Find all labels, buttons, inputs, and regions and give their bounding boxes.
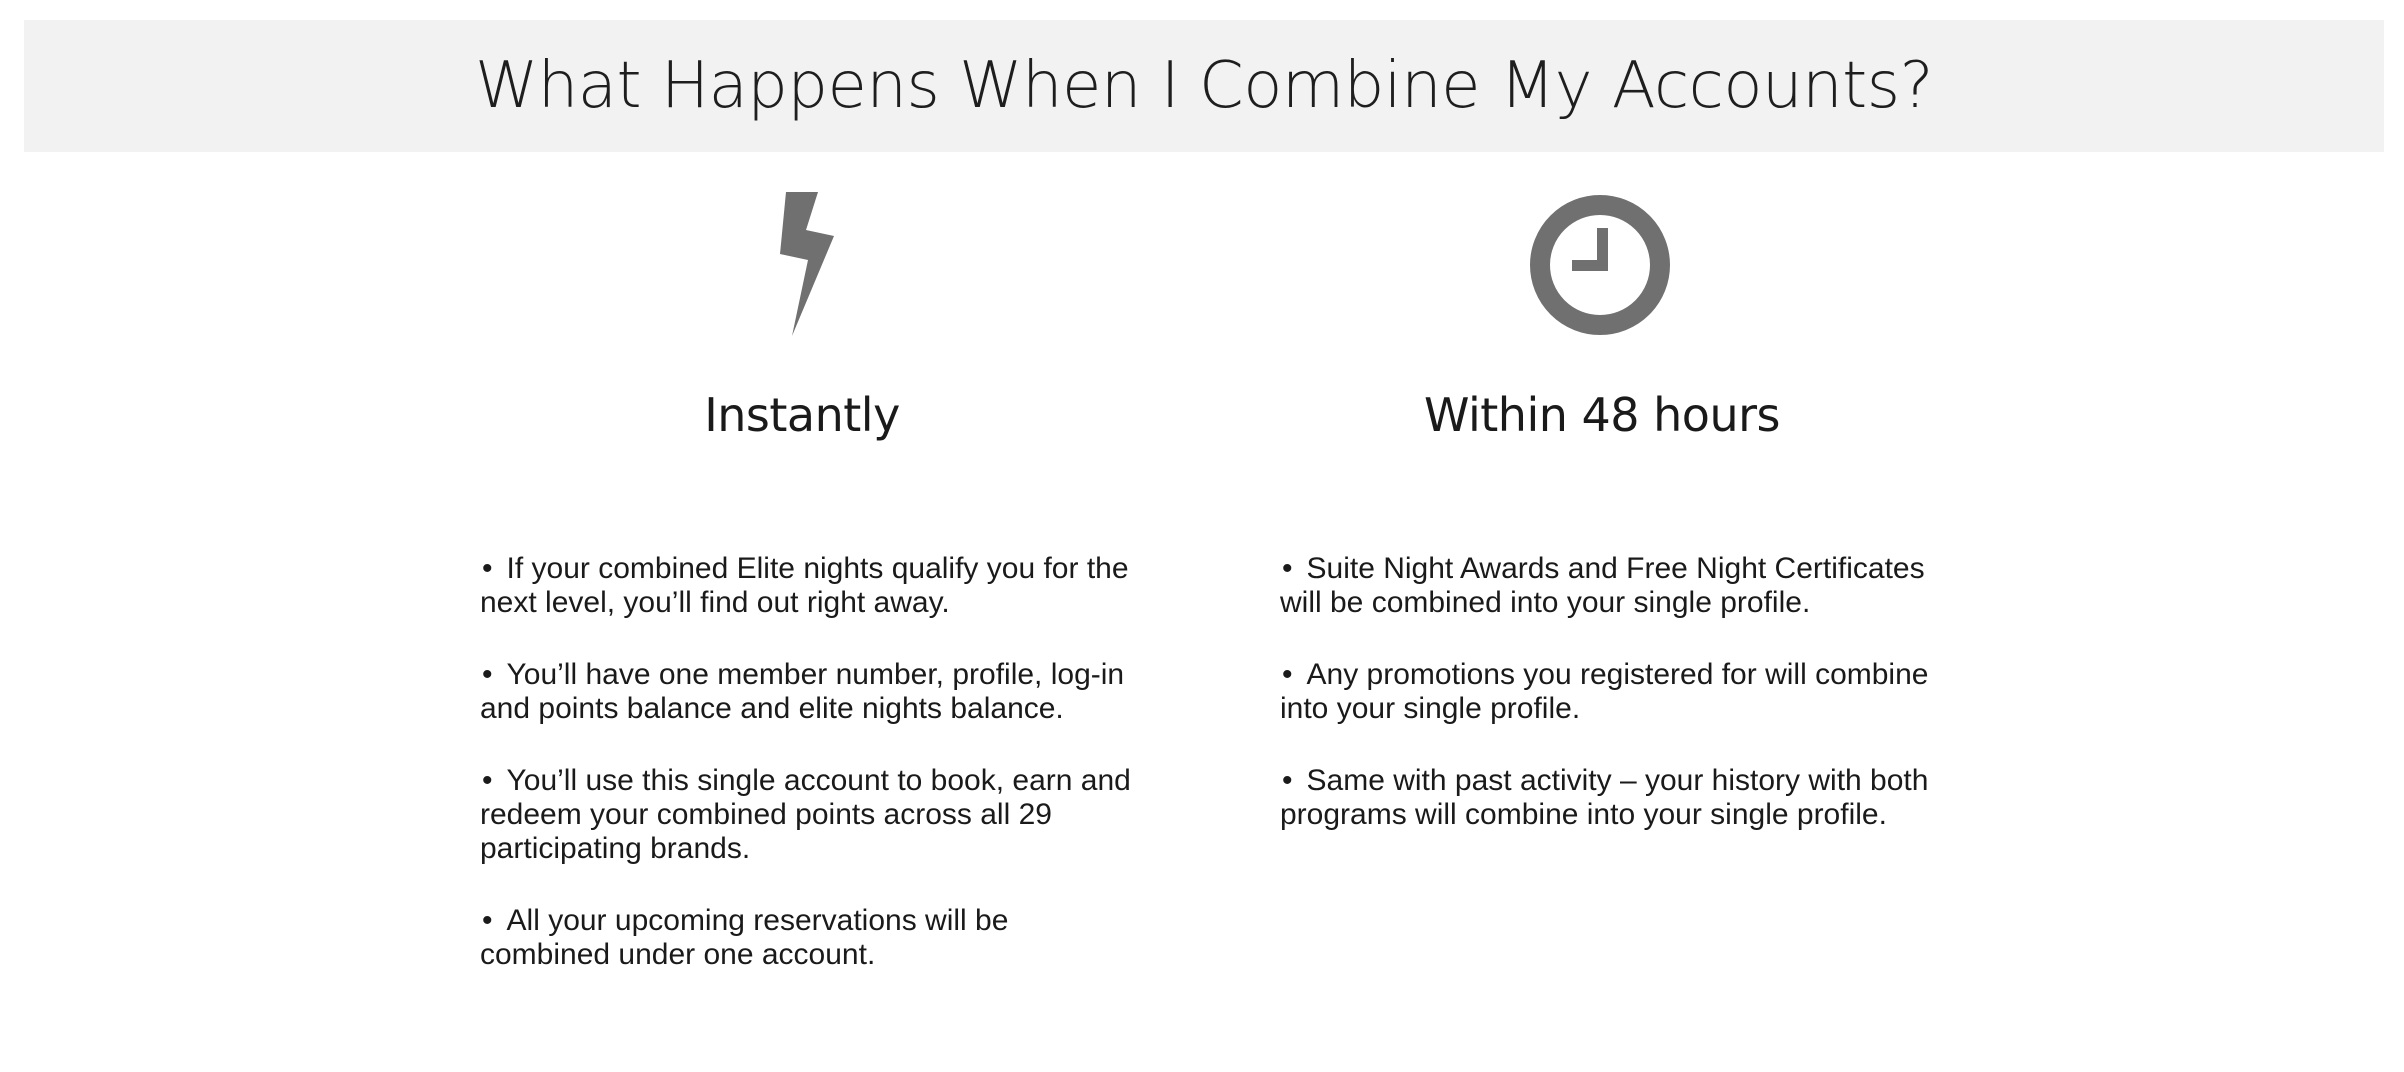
column-heading: Within 48 hours [1424, 388, 1780, 442]
page-title: What Happens When I Combine My Accounts? [474, 49, 1934, 123]
list-item [1280, 764, 1940, 832]
list-item-text: Same with past activity – your history with both programs will combine into your single profile. [1280, 764, 1929, 831]
list-item [480, 904, 1140, 972]
clock-icon [1520, 190, 1680, 340]
list-item-text: All your upcoming reservations will be combined under one account. [480, 904, 1009, 971]
list-item [480, 552, 1140, 620]
bullet-list [1280, 552, 1940, 870]
list-item-text: You’ll have one member number, profile, log-in and points balance and elite nights balance. [480, 658, 1125, 725]
list-item-text: Any promotions you registered for will combine into your single profile. [1280, 658, 1929, 725]
header-band [24, 20, 2384, 152]
bullet-list [480, 552, 1140, 1010]
bullet-dot: • [1282, 658, 1293, 691]
bullet-dot: • [482, 552, 493, 585]
list-item-text: Suite Night Awards and Free Night Certificates will be combined into your single profile. [1280, 552, 1925, 619]
list-item [1280, 658, 1940, 726]
list-item-text: You’ll use this single account to book, earn and redeem your combined points across all 29 participating brands. [480, 764, 1131, 865]
lightning-bolt-icon [722, 190, 882, 340]
list-item [1280, 552, 1940, 620]
bullet-dot: • [482, 904, 493, 937]
bullet-dot: • [1282, 764, 1293, 797]
bullet-dot: • [482, 658, 493, 691]
bullet-dot: • [1282, 552, 1293, 585]
list-item [480, 764, 1140, 866]
bullet-dot: • [482, 764, 493, 797]
list-item-text: If your combined Elite nights qualify you for the next level, you’ll find out right away. [480, 552, 1129, 619]
column-heading: Instantly [704, 388, 900, 442]
list-item [480, 658, 1140, 726]
